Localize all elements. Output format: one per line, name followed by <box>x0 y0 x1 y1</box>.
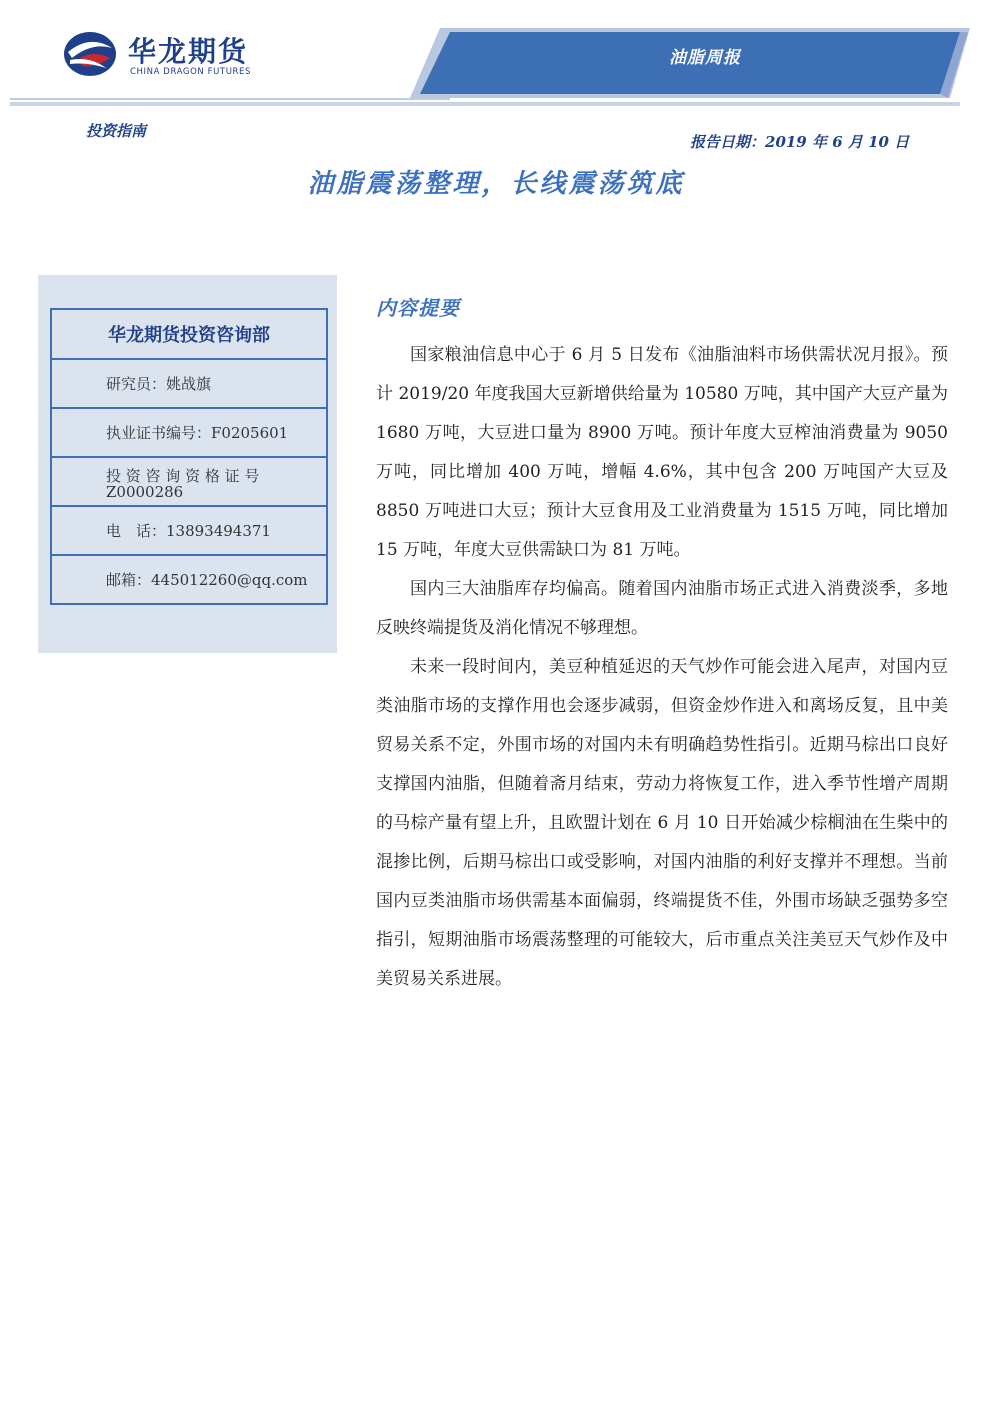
page-title: 油脂震荡整理，长线震荡筑底 <box>307 169 685 199</box>
summary-paragraph-1: 国家粮油信息中心于 6 月 5 日发布《油脂油料市场供需状况月报》。预计 2019/20 年度我国大豆新增供给量为 10580 万吨，其中国产大豆产量为 1680 万吨，大豆进口量为 8900 万吨。预计年度大豆榨油消费量为 9050 万吨，同比增加 400 万吨，增幅 4.6%，其中包含 200 万吨国产大豆及 8850 万吨进口大豆；预计大豆食用及工业消费量为 1515 万吨，同比增加 15 万吨，年度大豆供需缺口为 81 万吨。 <box>376 345 948 560</box>
contact-table <box>50 308 328 605</box>
report-type-label: 油脂周报 <box>669 48 741 68</box>
summary-paragraph-3: 未来一段时间内，美豆种植延迟的天气炒作可能会进入尾声，对国内豆类油脂市场的支撑作用也会逐步减弱，但资金炒作进入和离场反复，且中美贸易关系不定，外围市场的对国内未有明确趋势性指引。近期马棕出口良好支撑国内油脂，但随着斋月结束，劳动力将恢复工作，进入季节性增产周期的马棕产量有望上升，且欧盟计划在 6 月 10 日开始减少棕榈油在生柴中的混掺比例，后期马棕出口或受影响，对国内油脂的利好支撑并不理想。当前国内豆类油脂市场供需基本面偏弱，终端提货不佳，外围市场缺乏强势多空指引，短期油脂市场震荡整理的可能较大，后市重点关注美豆天气炒作及中美贸易关系进展。 <box>376 657 948 989</box>
qualification-label: 投 资 咨 询 资 格 证 号 <box>106 467 260 485</box>
logo-text-en: CHINA DRAGON FUTURES <box>130 67 252 77</box>
summary-content <box>376 336 948 999</box>
phone-row: 电 话：13893494371 <box>52 505 326 554</box>
logo-icon <box>62 28 118 78</box>
report-date: 报告日期：2019 年 6 月 10 日 <box>690 133 910 151</box>
license-row: 执业证书编号：F0205601 <box>52 407 326 456</box>
summary-paragraph-2: 国内三大油脂库存均偏高。随着国内油脂市场正式进入消费淡季，多地反映终端提货及消化情况不够理想。 <box>376 579 948 638</box>
qualification-number: Z0000286 <box>106 483 184 501</box>
logo-text-cn: 华龙期货 <box>128 35 249 68</box>
qualification-row <box>52 456 326 505</box>
researcher-row: 研究员：姚战旗 <box>52 358 326 407</box>
email-row[interactable]: 邮箱：445012260@qq.com <box>52 554 326 603</box>
dept-name: 华龙期货投资咨询部 <box>108 325 270 346</box>
category-label: 投资指南 <box>86 122 147 140</box>
summary-heading: 内容提要 <box>376 296 460 320</box>
